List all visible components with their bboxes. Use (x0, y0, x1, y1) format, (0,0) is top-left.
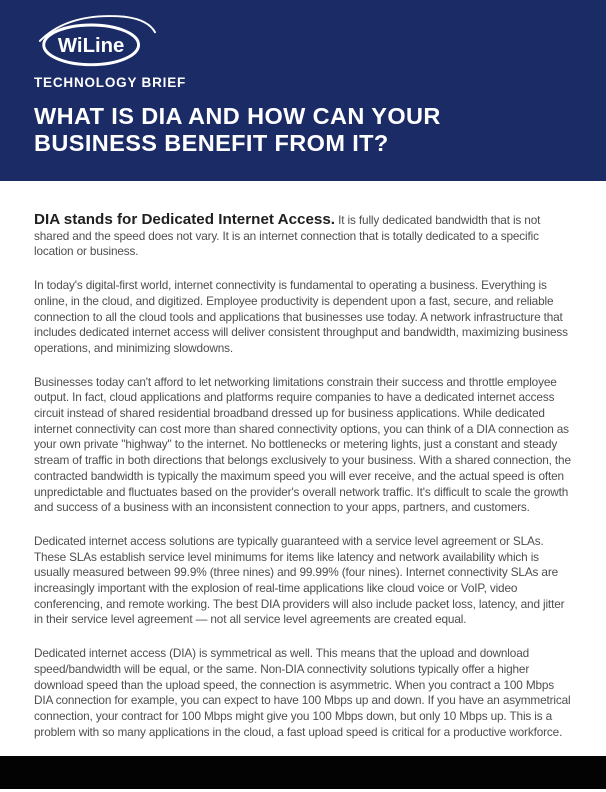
lead-bold-text: DIA stands for Dedicated Internet Access. (34, 211, 336, 228)
lead-rest-text: It is fully dedicated bandwidth that is not shared and the speed does not vary. It is an internet connection that is totally dedicated to a specific location or business. (34, 213, 541, 259)
body-paragraph-4: Dedicated internet access (DIA) is symmetrical as well. This means that the upload and download speed/bandwidth will be equal, or the same. Non-DIA connectivity solutions typically offer a higher download speed than the upload speed, the connection is asymmetric. When you contract a 100 Mbps DIA connection for example, you can expect to have 100 Mbps up and down. If you have an asymmetrical connection, your contract for 100 Mbps might give you 100 Mbps down, but only 10 Mbps up. This is a problem with so many applications in the cloud, a fast upload speed is critical for a productive workforce. (34, 646, 571, 739)
article-body (0, 181, 606, 740)
technology-brief-label: TECHNOLOGY BRIEF (34, 75, 187, 90)
page-title (34, 103, 606, 157)
lead-paragraph (34, 212, 574, 260)
page-title-line-1: WHAT IS DIA AND HOW CAN YOUR (34, 103, 441, 129)
wiline-logo (28, 10, 163, 70)
body-paragraph-3: Dedicated internet access solutions are typically guaranteed with a service level agreement or SLAs. These SLAs establish service level minimums for items like latency and network availability which is usually measured between 99.9% (three nines) and 99.99% (four nines). Internet connectivity SLAs are increasingly important with the explosion of real-time applications like cloud voice or VoIP, video conferencing, and remote working. The best DIA providers will also include packet loss, latency, and jitter in their service level agreement — not all service level agreements are created equal. (34, 533, 565, 627)
wiline-logo-text: WiLine (57, 35, 125, 58)
header-banner (0, 0, 606, 181)
body-paragraph-2: Businesses today can't afford to let networking limitations constrain their success and throttle employee output. In fact, cloud applications and platforms require companies to have a dedicated internet access circuit instead of shared residential broadband dressed up for business applications. While dedicated internet connectivity can cost more than shared connectivity options, you can think of a DIA connection as your own private "highway" to the internet. No bottlenecks or metering lights, just a constant and steady stream of traffic in both directions that belongs exclusively to your business. With a shared connection, the contracted bandwidth is typically the maximum speed you will ever receive, and the actual speed is often unpredictable and fluctuates based on the provider's overall network traffic. It's difficult to scale the growth and success of a business with an inconsistent connection to your apps, partners, and customers. (34, 374, 571, 515)
footer-bar (0, 756, 606, 789)
page-title-line-2: BUSINESS BENEFIT FROM IT? (34, 130, 389, 156)
body-paragraph-1: In today's digital-first world, internet connectivity is fundamental to operating a business. Everything is online, in the cloud, and digitized. Employee productivity is dependent upon a fast, secure, and reliable connection to all the cloud tools and applications that businesses use today. A network infrastructure that includes dedicated internet access will deliver consistent throughput and bandwidth, maximizing business operations, and minimizing slowdowns. (34, 278, 568, 355)
